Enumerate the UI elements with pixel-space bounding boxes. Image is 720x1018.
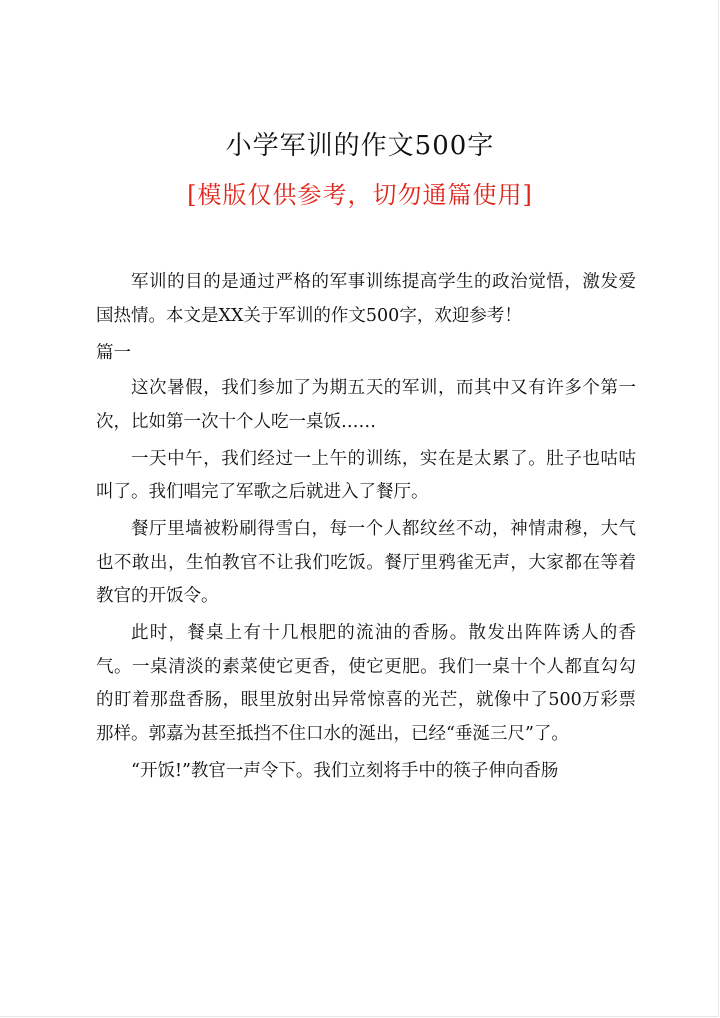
paragraph: 餐厅里墙被粉刷得雪白，每一个人都纹丝不动，神情肃穆，大气也不敢出，生怕教官不让我们吃饭。餐厅里鸦雀无声，大家都在等着教官的开饭令。 [96,519,636,606]
paragraph: 一天中午，我们经过一上午的训练，实在是太累了。肚子也咕咕叫了。我们唱完了军歌之后就进入了餐厅。 [96,448,636,502]
paragraph: 这次暑假，我们参加了为期五天的军训，而其中又有许多个第一次，比如第一次十个人吃一桌饭…… [96,378,636,432]
document-body [96,266,636,792]
paragraph-intro: 军训的目的是通过严格的军事训练提高学生的政治觉悟，激发爱国热情。本文是XX关于军训的作文500字，欢迎参考！ [96,272,636,326]
paragraph: “开饭!”教官一声令下。我们立刻将手中的筷子伸向香肠 [131,760,559,781]
paragraph: 此时，餐桌上有十几根肥的流油的香肠。散发出阵阵诱人的香气。一桌清淡的素菜使它更香，使它更肥。我们一桌十个人都直勾勾的盯着那盘香肠，眼里放射出异常惊喜的光芒，就像中了500万彩票那样。郭嘉为甚至抵挡不住口水的涎出，已经“垂涎三尺”了。 [96,623,636,744]
template-notice: [模版仅供参考，切勿通篇使用] [187,181,533,209]
section-heading: 篇一 [96,342,131,363]
document-title: 小学军训的作文500字 [225,131,495,161]
